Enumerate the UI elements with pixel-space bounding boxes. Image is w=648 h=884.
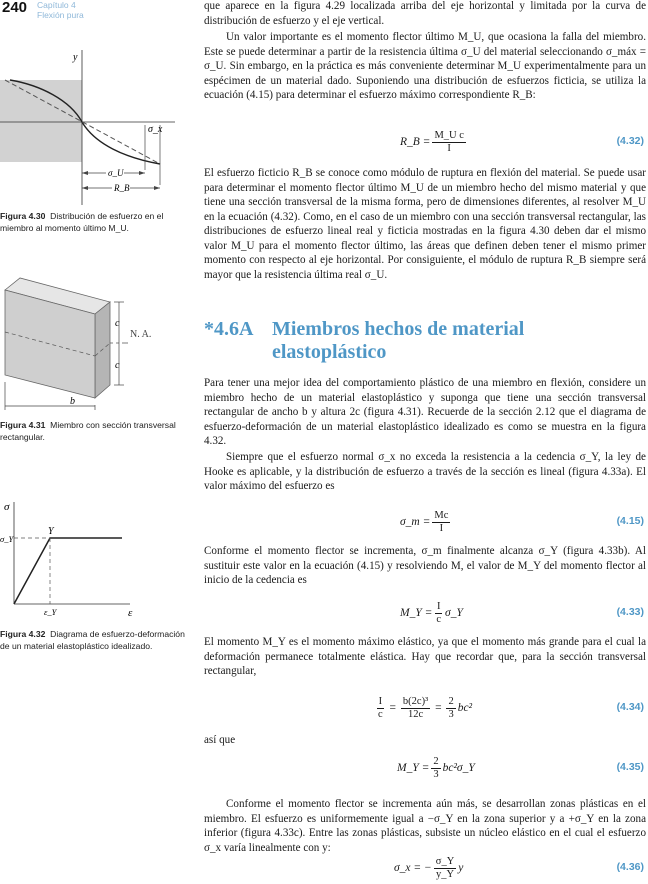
paragraph-6: Conforme el momento flector se incrementa, σ_m finalmente alcanza σ_Y (figura 4.33b). Al sustituir este valor en la ecuación (4.15) y resolviendo M, el valor de M_Y del momento flector al inicio de la cedencia es (204, 545, 646, 586)
paragraph-2: Un valor importante es el momento flector último M_U, que ocasiona la falla del miembro. Este se puede determinar a partir de la resistencia última σ_U del material seleccionando σ_máx = σ_U. Sin embargo, en la práctica es más conveniente determinar M_U experimentalmente para un espécimen de un material dado. Suponiendo una distribución de esfuerzos ficticia, se utiliza la ecuación (4.15) para determinar el esfuerzo máximo correspondiente R_B: (204, 31, 646, 101)
fig30-y-label: y (73, 52, 78, 63)
figure-4-31-caption (0, 420, 186, 443)
equation-4-34: $\frac{I}{c}$ = $\frac{\text{b(2c)³}}{12c}$ = $\frac{2}{3}$ bc² (4.34) (378, 695, 644, 720)
equation-4-15: σ_m = $\frac{Mc}{I}$ (4.15) (400, 509, 644, 534)
section-title-line-2: elastoplástico (272, 341, 387, 363)
paragraph-3: El esfuerzo ficticio R_B se conoce como módulo de ruptura en flexión del material. Se puede usar para determinar el momento flector último M_U de un miembro hecho del mismo material y que tiene una sección transversal de la misma forma, pero de dimensiones diferentes, al resolver M_U en la ecuación (4.32). Como, en el caso de un miembro con una sección transversal rectangular, las distribuciones de esfuerzo lineal real y ficticia mostradas en la figura 4.30 deben dar el mismo valor M_U para el momento flector último, las áreas que definen deben tener el mismo primer momento con respecto al eje horizontal. Por consiguiente, el módulo de ruptura R_B siempre será mayor que la resistencia última real σ_U. (204, 167, 646, 281)
fig32-eps-label: ε (128, 607, 133, 619)
paragraph-5: Siempre que el esfuerzo normal σ_x no exceda la resistencia a la cedencia σ_Y, la ley de Hooke es aplicable, y la distribución de esfuerzo a través de la sección es lineal (figura 4.33a). El valor máximo del esfuerzo es (204, 451, 646, 492)
equation-4-33-number: (4.33) (616, 606, 644, 618)
figure-4-31-text: Miembro con sección transversal rectangular. (0, 420, 176, 442)
chapter-title: Flexión pura (37, 10, 84, 20)
chapter-number: Capítulo 4 (37, 0, 76, 10)
figure-4-32 (0, 492, 190, 627)
figure-4-30 (0, 40, 190, 210)
chapter-header (37, 0, 84, 20)
equation-4-32: R_B = $\frac{\text{M\_U c}}{I}$ (4.32) (400, 129, 644, 154)
fig30-rb-label: R_B (114, 183, 130, 193)
fig31-c-bottom-label: c (115, 360, 120, 371)
fig32-sigma-label: σ (4, 501, 10, 513)
paragraph-8: así que (204, 734, 236, 746)
paragraph-1: que aparece en la figura 4.29 localizada arriba del eje horizontal y limitada por la curva de distribución de esfuerzo y el eje vertical. (204, 0, 646, 27)
figure-4-30-text: Distribución de esfuerzo en el miembro al momento último M_U. (0, 211, 164, 233)
section-number: *4.6A (204, 318, 254, 340)
equation-4-35-number: (4.35) (616, 761, 644, 773)
section-title-line-1: Miembros hechos de material (272, 318, 525, 340)
equation-4-36-number: (4.36) (616, 861, 644, 873)
equation-4-15-number: (4.15) (616, 515, 644, 527)
fig30-sigma-x-label: σ_x (148, 124, 163, 135)
paragraph-9: Conforme el momento flector se incrementa aún más, se desarrollan zonas plásticas en el miembro. El esfuerzo es uniformemente igual a −σ_Y en la zona superior y a +σ_Y en la zona inferior (figura 4.33c). Entre las zonas plásticas, subsiste un núcleo elástico en el cual el esfuerzo σ_x varía linealmente con y: (204, 798, 646, 854)
paragraph-7: El momento M_Y es el momento máximo elástico, ya que el momento más grande para el cual la deformación permanece totalmente elástica. Hay que recordar que, para la sección transversal rectangular, (204, 636, 646, 677)
equation-4-34-number: (4.34) (616, 701, 644, 713)
fig30-sigma-u-label: σ_U (108, 168, 124, 178)
figure-4-31-label: Figura 4.31 (0, 420, 46, 430)
paragraph-4: Para tener una mejor idea del comportamiento plástico de una miembro en flexión, considere un miembro hecho de un material elastoplástico y suponga que tiene una sección transversal rectangular de ancho b y altura 2c (figura 4.31). Recuerde de la sección 2.12 que el diagrama de esfuerzo-deformación de un material elastoplástico idealizado es como se muestra en la figura 4.32. (204, 377, 646, 447)
page-number: 240 (2, 0, 28, 16)
figure-4-31 (0, 270, 190, 415)
equation-4-36: σ_x = − $\frac{\sigma\_Y}{y\_Y}$ y (4.36) (394, 855, 644, 880)
figure-4-30-caption (0, 211, 186, 234)
equation-4-32-number: (4.32) (616, 135, 644, 147)
equation-4-35: M_Y = $\frac{2}{3}$ bc²σ_Y (4.35) (397, 755, 644, 780)
fig31-c-top-label: c (115, 318, 120, 329)
fig31-b-label: b (70, 396, 75, 407)
figure-4-32-label: Figura 4.32 (0, 629, 46, 639)
figure-4-30-label: Figura 4.30 (0, 211, 46, 221)
section-heading (204, 318, 646, 364)
fig32-sigma-y-label: σ_Y (0, 534, 14, 544)
fig31-na-label: N. A. (130, 329, 152, 340)
equation-4-33: M_Y = $\frac{I}{c}$ σ_Y (4.33) (400, 600, 644, 625)
fig32-y-point-label: Y (48, 526, 54, 537)
figure-4-32-caption (0, 629, 186, 652)
figure-4-32-text: Diagrama de esfuerzo-deformación de un material elastoplástico idealizado. (0, 629, 185, 651)
fig32-eps-y-label: ε_Y (44, 607, 57, 617)
